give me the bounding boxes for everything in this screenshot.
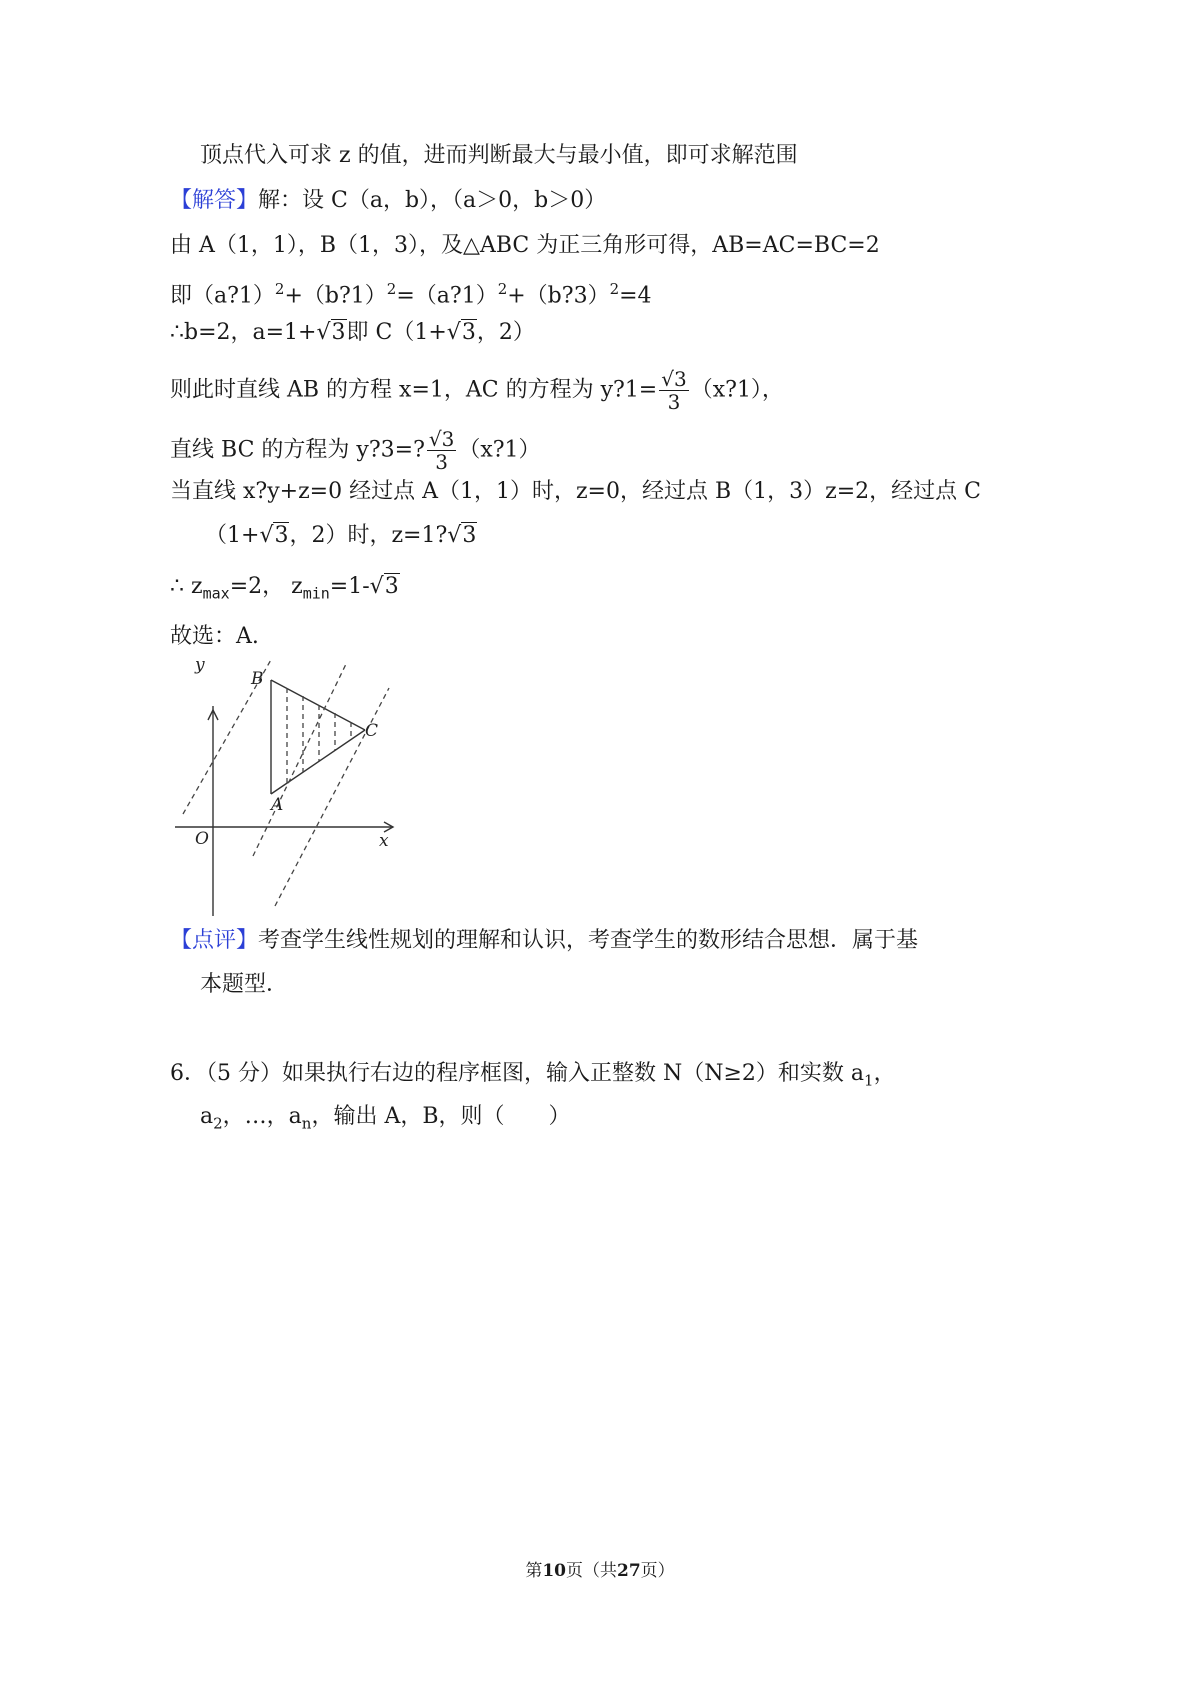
text-line-5: ∴b=2，a=1+√3即 C（1+√3，2）: [170, 320, 535, 345]
unknown-glyph: ?: [435, 523, 448, 548]
unknown-glyph: ?: [449, 283, 462, 309]
fraction-sqrt3-over-3: $\frac{√3}{3}$: [661, 367, 687, 414]
comment-text: 考查学生线性规划的理解和认识，考查学生的数形结合思想．属于基: [258, 928, 919, 953]
label-x: x: [379, 831, 389, 851]
text-line-2: [170, 186, 606, 216]
sqrt-3: √3: [316, 320, 346, 345]
sqrt-3: √3: [259, 523, 289, 548]
unknown-glyph: ?: [725, 377, 737, 403]
current-page: 10: [542, 1561, 566, 1581]
unknown-glyph: ?: [561, 283, 574, 309]
label-c: C: [365, 721, 379, 741]
answer-intro: 解：设 C（a，b），（a＞0，b＞0）: [258, 188, 607, 213]
question-6-line-1: 6．（5 分）如果执行右边的程序框图，输入正整数 N（N≥2）和实数 $a_1$，: [170, 1061, 896, 1090]
unknown-glyph: ?: [255, 479, 268, 504]
text-line-12: [170, 926, 918, 956]
label-y: y: [195, 655, 205, 675]
question-6-line-2: $a_2$，…，$a_n$，输出 A，B，则（ ）: [200, 1104, 571, 1133]
sqrt-3: √3: [369, 574, 399, 599]
text-line-11: 故选：A.: [170, 624, 259, 649]
text-line-10: ∴ $z_{max}=2$， $z_{min}=1-√3$: [170, 574, 399, 603]
unknown-glyph: ?: [613, 377, 625, 403]
text-line-1: 顶点代入可求 z 的值，进而判断最大与最小值，即可求解范围: [200, 143, 798, 168]
label-a: A: [271, 795, 284, 815]
sqrt-3: √3: [447, 523, 477, 548]
unknown-glyph: ?: [413, 437, 425, 463]
unknown-glyph: ?: [492, 437, 505, 463]
unknown-glyph: ?: [368, 437, 381, 463]
text-line-4: 即（a?1）$^2$+（b?1）$^2$=（a?1）$^2$+（b?3）$^2$=4: [170, 280, 652, 309]
geometry-figure: [175, 655, 410, 1006]
label-o: O: [195, 829, 209, 849]
comment-tag: 【点评】: [170, 928, 259, 953]
unknown-glyph: ?: [227, 283, 239, 309]
fraction-sqrt3-over-3: $\frac{√3}{3}$: [428, 427, 455, 474]
text-line-3: 由 A（1，1），B（1，3），及△ABC 为正三角形可得，AB=AC=BC=2: [170, 233, 880, 258]
text-line-7: 直线 BC 的方程为 y?3=? $\frac{√3}{3}$ （x?1）: [170, 427, 541, 474]
page-footer: 第10页（共27页）: [525, 1561, 675, 1581]
sqrt-3: √3: [446, 320, 476, 345]
unknown-glyph: ?: [339, 283, 351, 309]
text-line-9: （1+√3，2）时，z=1?√3: [205, 523, 477, 548]
text-line-13: 本题型．: [200, 972, 289, 997]
total-pages: 27: [617, 1561, 641, 1581]
text-line-8: 当直线 x?y+z=0 经过点 A（1，1）时，z=0，经过点 B（1，3）z=2，经过点 C: [170, 479, 981, 504]
text-line-6: 则此时直线 AB 的方程 x=1，AC 的方程为 y?1= $\frac{√3}{3}$ （x?1），: [170, 367, 784, 414]
minus-sign: -: [362, 574, 370, 599]
label-b: B: [251, 669, 264, 689]
answer-tag: 【解答】: [170, 188, 259, 213]
